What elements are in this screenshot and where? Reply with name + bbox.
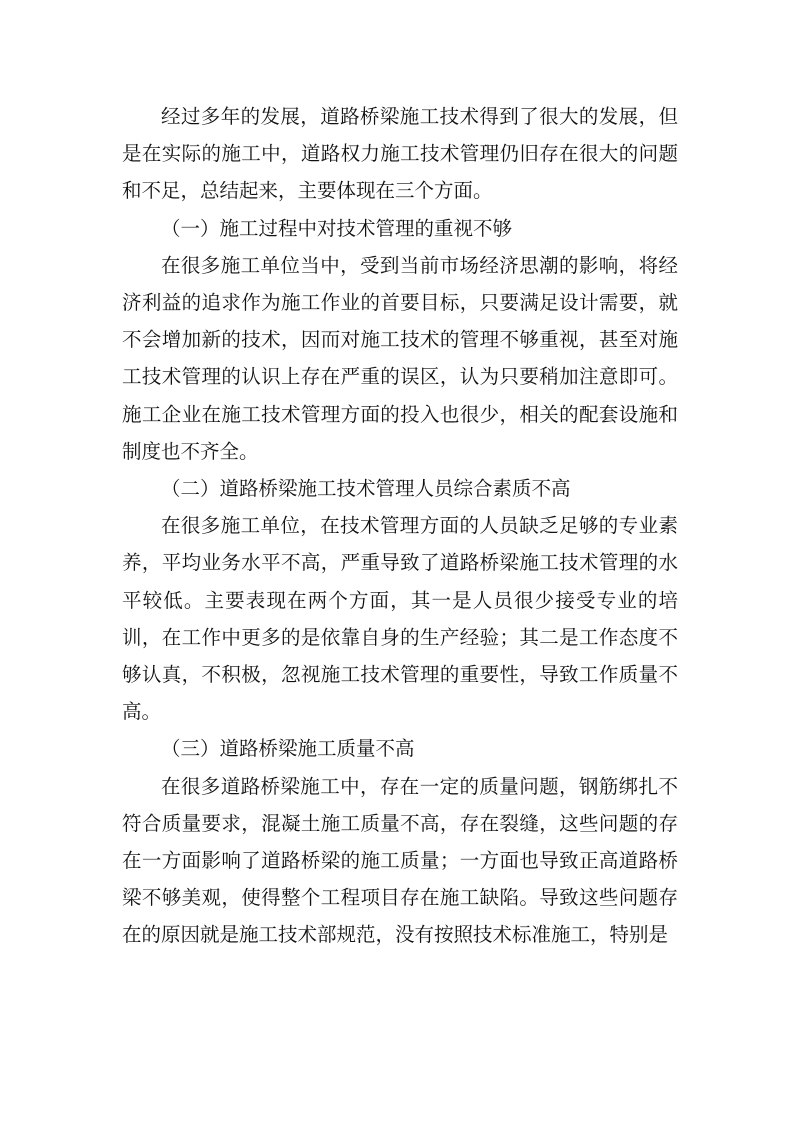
section-heading-1: （一）施工过程中对技术管理的重视不够 xyxy=(161,216,513,240)
intro-paragraph: 经过多年的发展，道路桥梁施工技术得到了很大的发展，但是在实际的施工中，道路权力施工技术管理仍旧存在很大的问题和不足，总结起来，主要体现在三个方面。 xyxy=(122,105,678,203)
section-heading-2: （二）道路桥梁施工技术管理人员综合素质不高 xyxy=(161,477,571,501)
section-2-paragraph: 在很多施工单位，在技术管理方面的人员缺乏足够的专业素养，平均业务水平不高，严重导致了道路桥梁施工技术管理的水平较低。主要表现在两个方面，其一是人员很少接受专业的培训，在工作中更多的是依靠自身的生产经验；其二是工作态度不够认真，不积极，忽视施工技术管理的重要性，导致工作质量不高。 xyxy=(122,514,678,724)
section-3-paragraph: 在很多道路桥梁施工中，存在一定的质量问题，钢筋绑扎不符合质量要求，混凝土施工质量不高，存在裂缝，这些问题的存在一方面影响了道路桥梁的施工质量；一方面也导致正高道路桥梁不够美观，使得整个工程项目存在施工缺陷。导致这些问题存在的原因就是施工技术部规范，没有按照技术标准施工，特别是 xyxy=(122,774,678,947)
section-1-paragraph: 在很多施工单位当中，受到当前市场经济思潮的影响，将经济利益的追求作为施工作业的首要目标，只要满足设计需要，就不会增加新的技术，因而对施工技术的管理不够重视，甚至对施工技术管理的认识上存在严重的误区，认为只要稍加注意即可。施工企业在施工技术管理方面的投入也很少，相关的配套设施和制度也不齐全。 xyxy=(122,253,678,463)
document-body xyxy=(122,98,678,954)
section-heading-3: （三）道路桥梁施工质量不高 xyxy=(161,737,415,761)
